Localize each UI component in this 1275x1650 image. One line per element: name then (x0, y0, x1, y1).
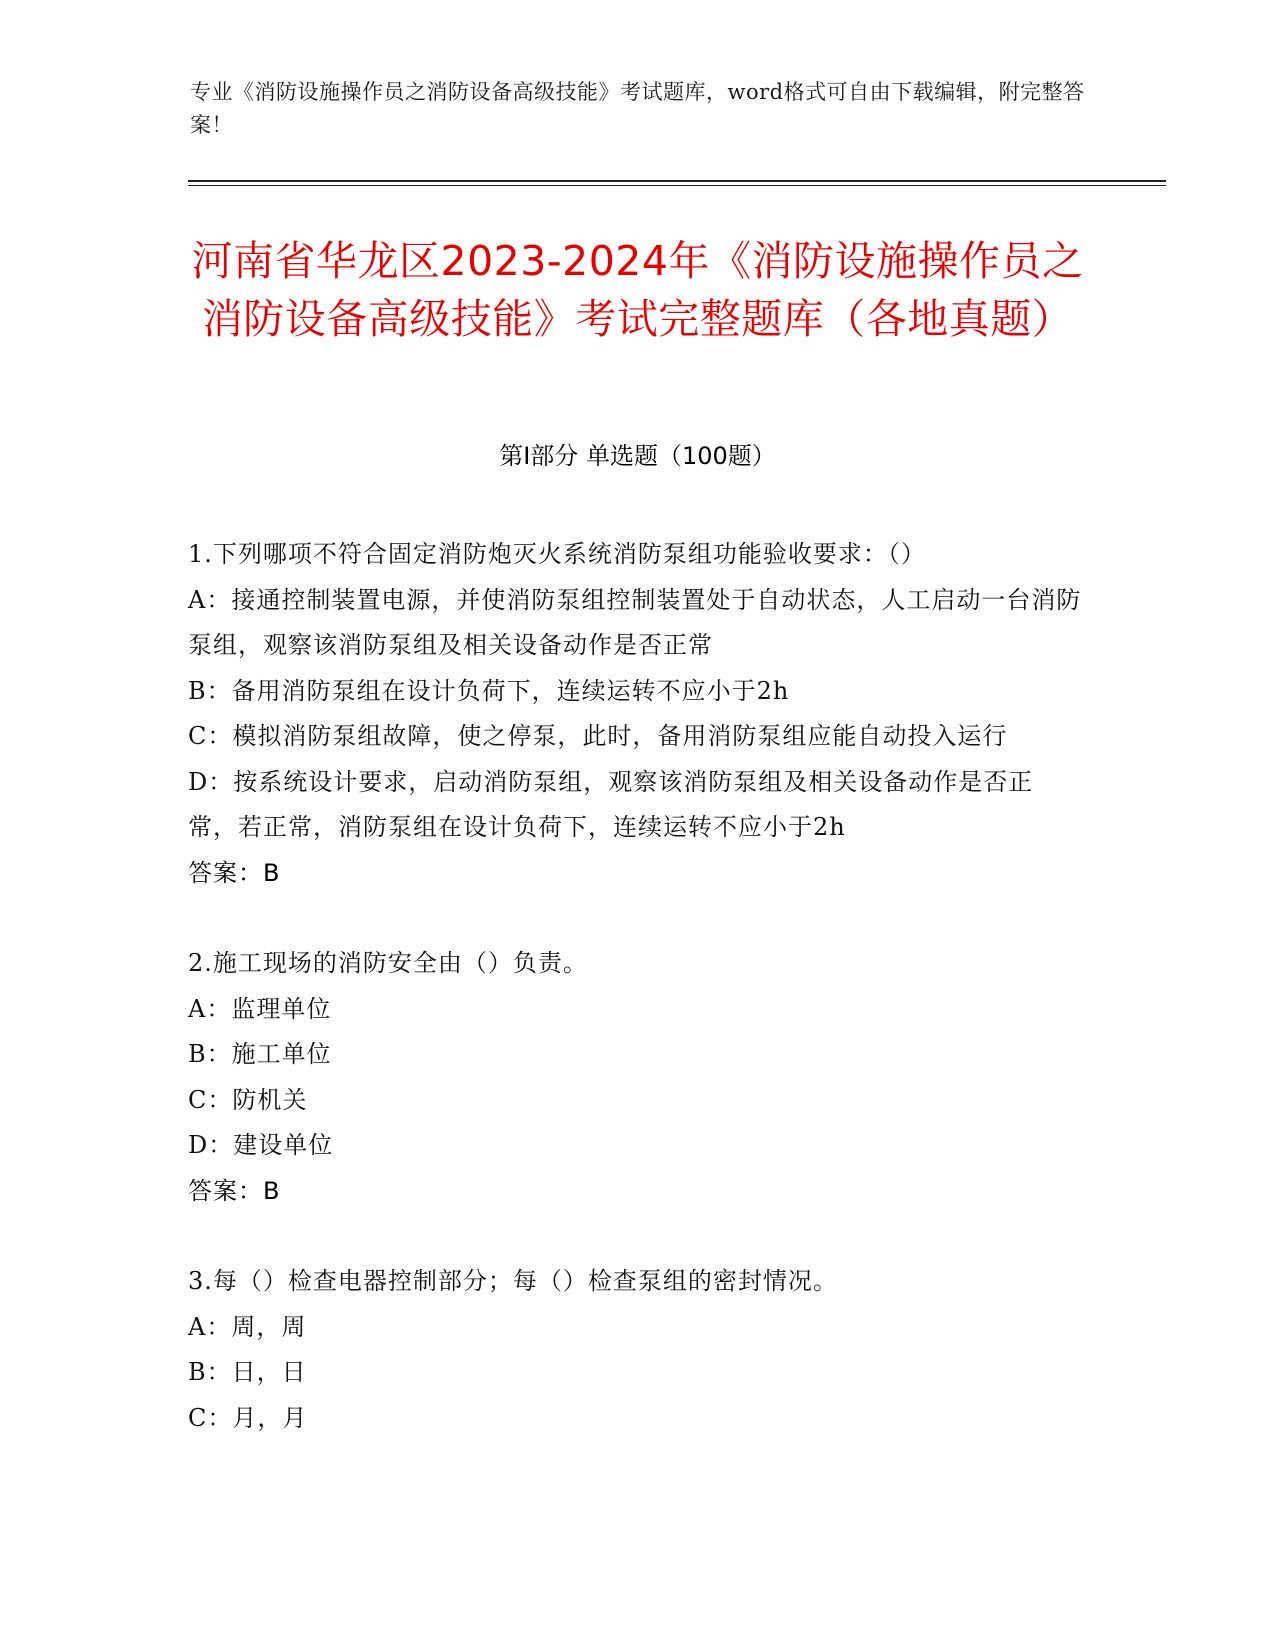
option-c: C：月，月 (188, 1403, 308, 1432)
option-a: A：接通控制装置电源，并使消防泵组控制装置处于自动状态，人工启动一台消防泵组，观察该消防泵组及相关设备动作是否正常 (188, 585, 1082, 659)
option-d: D：按系统设计要求，启动消防泵组，观察该消防泵组及相关设备动作是否正常，若正常，消防泵组在设计负荷下，连续运转不应小于2h (188, 767, 1034, 841)
header-rule-thick (188, 180, 1166, 182)
option-b: B：施工单位 (188, 1040, 332, 1068)
answer: 答案：B (188, 858, 281, 887)
option-a: A：周，周 (188, 1312, 307, 1341)
option-a: A：监理单位 (188, 994, 332, 1023)
option-c: C：模拟消防泵组故障，使之停泵，此时，备用消防泵组应能自动投入运行 (188, 722, 1008, 750)
question-3 (188, 1259, 1083, 1441)
question-stem: 3.每（）检查电器控制部分；每（）检查泵组的密封情况。 (188, 1267, 838, 1295)
question-stem: 1.下列哪项不符合固定消防炮灭火系统消防泵组功能验收要求：（） (188, 540, 926, 568)
question-list (188, 532, 1083, 1486)
header-note: 专业《消防设施操作员之消防设备高级技能》考试题库，word格式可自由下载编辑，附完整答案！ (190, 80, 1085, 137)
question-2 (188, 941, 1083, 1214)
answer: 答案：B (188, 1176, 281, 1205)
option-b: B：日，日 (188, 1358, 307, 1386)
header-rule-thin (188, 185, 1166, 186)
question-stem: 2.施工现场的消防安全由（）负责。 (188, 949, 588, 977)
option-b: B：备用消防泵组在设计负荷下，连续运转不应小于2h (188, 676, 790, 705)
option-d: D：建设单位 (188, 1131, 334, 1159)
option-c: C：防机关 (188, 1085, 308, 1114)
section-title: 第I部分 单选题（100题） (499, 442, 776, 470)
question-1 (188, 532, 1083, 896)
document-title: 河南省华龙区2023-2024年《消防设施操作员之消防设备高级技能》考试完整题库（各地真题） (191, 237, 1084, 343)
